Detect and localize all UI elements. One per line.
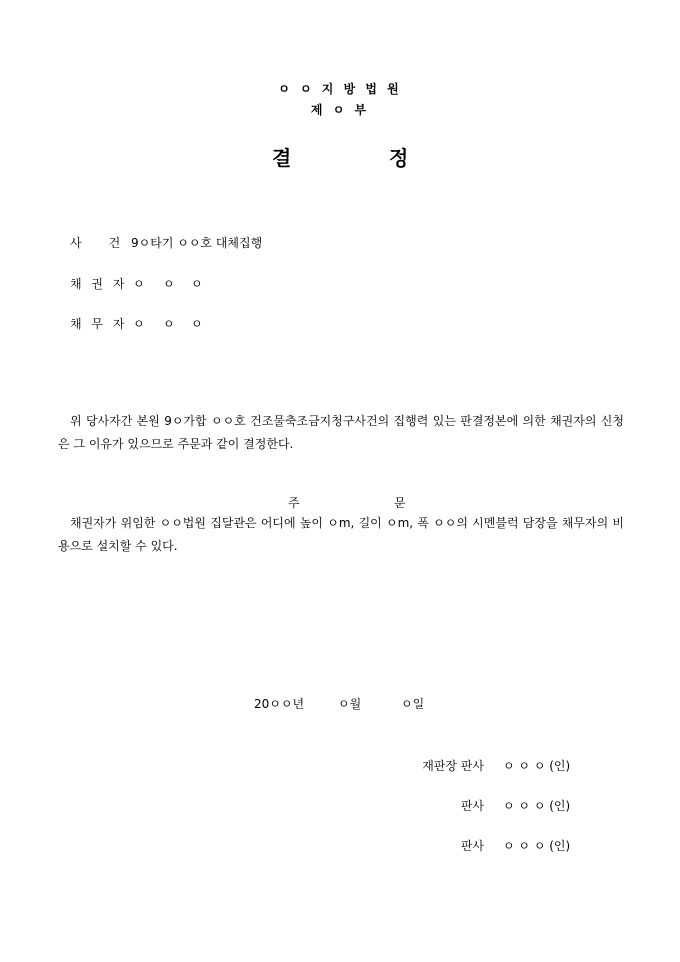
- presiding-judge-name: ㅇ ㅇ ㅇ (인): [503, 759, 571, 773]
- judge-2-title: 판사: [460, 839, 484, 853]
- date-month: ㅇ월: [338, 697, 362, 711]
- creditor-value: ㅇ ㅇ ㅇ: [133, 277, 203, 291]
- order-text: 채권자가 위임한 ㅇㅇ법원 집달관은 어디에 높이 ㅇm, 길이 ㅇm, 폭 ㅇㅇ의 시멘블럭 담장을 채무자의 비용으로 설치할 수 있다.: [58, 516, 624, 553]
- presiding-judge-title: 재판장 판사: [422, 759, 484, 773]
- order-heading-right: 문: [394, 496, 406, 510]
- creditor-label: 채 권 자: [70, 277, 128, 291]
- case-label: 사 건: [70, 236, 121, 250]
- judge-2-name: ㅇ ㅇ ㅇ (인): [503, 839, 571, 853]
- document-title-left: 결: [272, 146, 292, 170]
- case-value: 9ㅇ타기 ㅇㅇ호 대체집행: [131, 236, 263, 250]
- judge-1-name: ㅇ ㅇ ㅇ (인): [503, 799, 571, 813]
- debtor-label: 채 무 자: [70, 317, 128, 331]
- court-name: ㅇ ㅇ 지 방 법 원: [278, 82, 402, 96]
- decision-paragraph: 위 당사자간 본원 9ㅇ가합 ㅇㅇ호 건조물축조금지청구사건의 집행력 있는 판결정본에 의한 채권자의 신청은 그 이유가 있으므로 주문과 같이 결정한다.: [58, 414, 624, 451]
- debtor-value: ㅇ ㅇ ㅇ: [133, 317, 203, 331]
- order-heading-left: 주: [288, 496, 300, 510]
- court-division: 제 ㅇ 부: [310, 103, 370, 117]
- judge-1-title: 판사: [460, 799, 484, 813]
- document-title-right: 정: [389, 146, 409, 170]
- date-year: 20ㅇㅇ년: [254, 697, 305, 711]
- date-day: ㅇ일: [401, 697, 425, 711]
